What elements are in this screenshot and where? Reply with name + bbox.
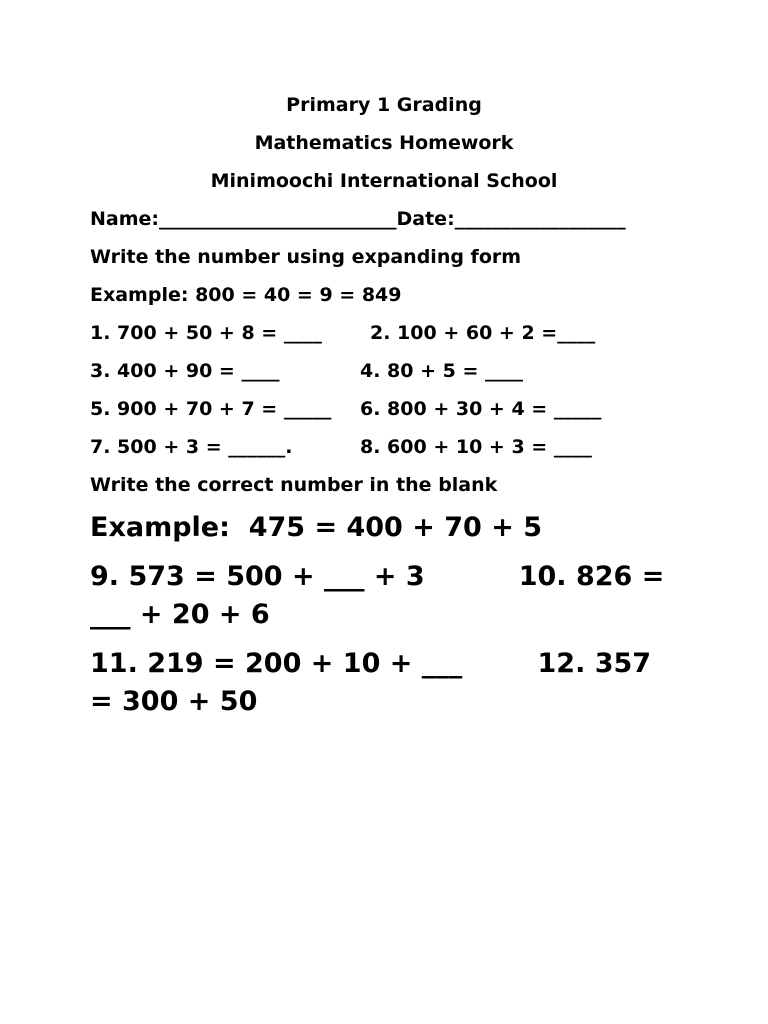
problem-7: 7. 500 + 3 = ______.: [90, 436, 293, 458]
problem-11-12-line1: 11. 219 = 200 + 10 + ___ 12. 357: [90, 648, 652, 679]
section1-example: Example: 800 = 40 = 9 = 849: [90, 284, 402, 306]
problem-3: 3. 400 + 90 = ____: [90, 360, 280, 382]
problem-1: 1. 700 + 50 + 8 = ____: [90, 322, 322, 344]
problem-9-10-line1: 9. 573 = 500 + ___ + 3 10. 826 =: [90, 561, 665, 592]
section2-example: Example: 475 = 400 + 70 + 5: [90, 512, 543, 543]
section2-instruction: Write the correct number in the blank: [90, 474, 498, 496]
problem-6: 6. 800 + 30 + 4 = _____: [360, 398, 602, 420]
name-date-line: Name:_________________________Date:__________________: [90, 208, 626, 230]
problem-4: 4. 80 + 5 = ____: [360, 360, 524, 382]
title-school: Minimoochi International School: [210, 170, 558, 192]
problem-2: 2. 100 + 60 + 2 =____: [370, 322, 596, 344]
title-grade: Primary 1 Grading: [286, 94, 482, 116]
problem-11-12-line2: = 300 + 50: [90, 686, 258, 717]
title-subject: Mathematics Homework: [254, 132, 514, 154]
problem-5: 5. 900 + 70 + 7 = _____: [90, 398, 332, 420]
problem-9-10-line2: ___ + 20 + 6: [90, 599, 270, 630]
problem-8: 8. 600 + 10 + 3 = ____: [360, 436, 592, 458]
section1-instruction: Write the number using expanding form: [90, 246, 522, 268]
